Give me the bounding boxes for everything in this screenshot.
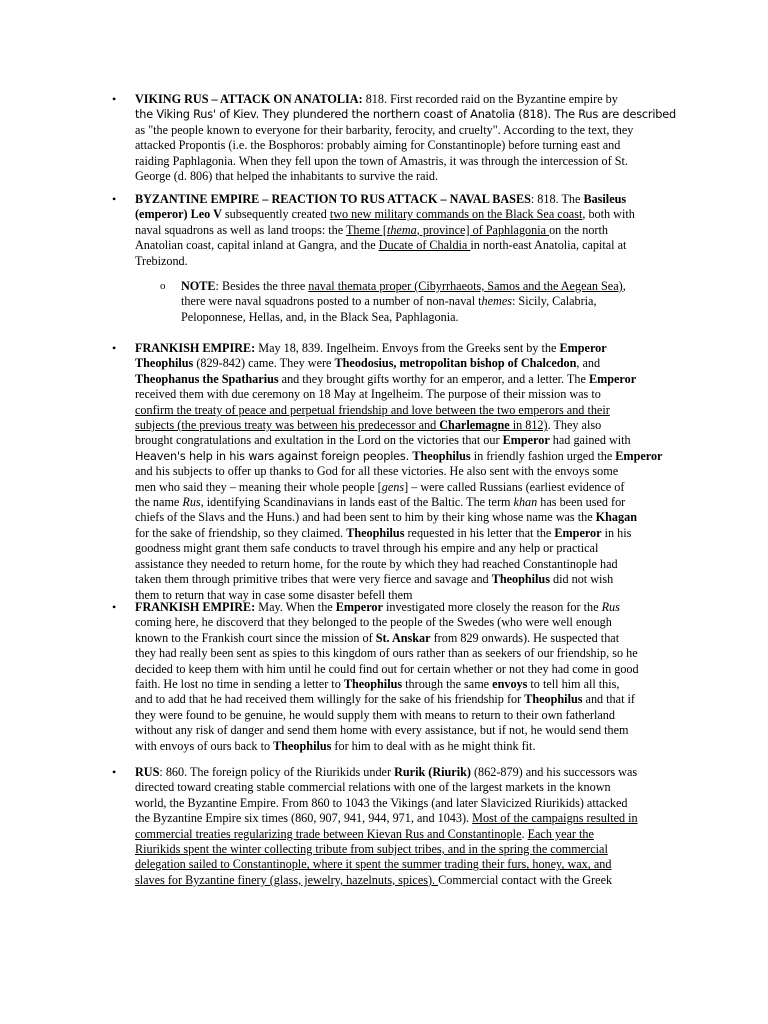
bullet-icon: •	[112, 600, 117, 614]
entry-frankish-envoys: • FRANKISH EMPIRE: May 18, 839. Ingelheim. Envoys from the Greeks sent by the Emperor Theophilus (829-842) came. They were Theodosius, metropolitan bishop of Chalcedon, and Theophanus the Spatharius and they brought gifts worthy for an emperor, and a letter. The Emperor received them with due ceremony on 18 May at Ingelheim. The purpose of their mission was to confirm the treaty of peace and perpetual friendship and love between the two emperors and their subjects (the previous treaty was between his predecessor and Charlemagne in 812). They also brought congratulations and exultation in the Lord on the victories that our Emperor had gained with Heaven's help in his wars against foreign peoples. Theophilus in friendly fashion urged the Emperor and his subjects to offer up thanks to God for all these victories. He also sent with the envoys some men who said they – meaning their whole people [gens] – were called Russians (earliest evidence of the name Rus, identifying Scandinavians in lands east of the Baltic. The term khan has been used for chiefs of the Slavs and the Huns.) and had been sent to him by their king whose name was the Khagan for the sake of friendship, so they claimed. Theophilus requested in his letter that the Emperor in his goodness might grant them safe conducts to travel through his empire and any help or practical assistance they needed to return home, for the route by which they had reached Constantinople had taken them through primitive tribes that were very fierce and savage and Theophilus did not wish them to return that way in case some disaster befell them	[112, 341, 663, 602]
bullet-icon: •	[112, 192, 117, 206]
entry-rus-commercial-relations: • RUS: 860. The foreign policy of the Riurikids under Rurik (Riurik) (862-879) and his successors was directed toward creating stable commercial relations with one of the largest markets in the known world, the Byzantine Empire. From 860 to 1043 the Vikings (and later Slavicized Riurikids) attacked the Byzantine Empire six times (860, 907, 941, 944, 971, and 1043). Most of the campaigns resulted in commercial treaties regularizing trade between Kievan Rus and Constantinople. Each year the Riurikids spent the winter collecting tribute from subject tribes, and in the spring the commercial delegation sailed to Constantinople, where it spent the summer trading their furs, honey, wax, and slaves for Byzantine finery (glass, jewelry, hazelnuts, spices). Commercial contact with the Greek	[112, 765, 638, 887]
entry-frankish-investigation: • FRANKISH EMPIRE: May. When the Emperor investigated more closely the reason for the Rus coming here, he discoverd that they belonged to the people of the Swedes (who were well enough known to the Frankish court since the mission of St. Anskar from 829 onwards). He suspected that they had really been sent as spies to this kingdom of ours rather than as seekers of our friendship, so he decided to keep them with him until he could find out for certain whether or not they had come in good faith. He lost no time in sending a letter to Theophilus through the same envoys to tell him all this, and to add that he had received them willingly for the sake of his friendship for Theophilus and that if they were found to be genuine, he would supply them with means to return to their own fatherland without any risk of danger and send them home with every assistance, but if not, he would send them with envoys of ours back to Theophilus for him to deal with as he might think fit.	[112, 600, 639, 753]
entry-byzantine-naval-bases: • BYZANTINE EMPIRE – REACTION TO RUS ATTACK – NAVAL BASES: 818. The Basileus (emperor) Leo V subsequently created two new military commands on the Black Sea coast, both with naval squadrons as well as land troops: the Theme [thema, province] of Paphlagonia on the north Anatolian coast, capital inland at Gangra, and the Ducate of Chaldia in north-east Anatolia, capital at Trebizond.	[112, 192, 635, 268]
sub-bullet-icon: o	[160, 280, 166, 292]
bullet-icon: •	[112, 341, 117, 355]
bullet-icon: •	[112, 765, 117, 779]
bullet-icon: •	[112, 92, 117, 106]
entry-viking-rus-attack: • VIKING RUS – ATTACK ON ANATOLIA: 818. First recorded raid on the Byzantine empire by the Viking Rus' of Kiev. They plundered the northern coast of Anatolia (818). The Rus are described as "the people known to everyone for their barbarity, ferocity, and cruelty". According to the text, they attacked Propontis (i.e. the Bosphoros: probably aiming for Constantinople) before turning east and raiding Paphlagonia. When they fell upon the town of Amastris, it was through the intercession of St. George (d. 806) that helped the inhabitants to survive the raid.	[112, 92, 676, 184]
note-naval-themata: o NOTE: Besides the three naval themata proper (Cibyrrhaeots, Samos and the Aegean Sea), there were naval squadrons posted to a number of non-naval themes: Sicily, Calabria, Peloponnese, Hellas, and, in the Black Sea, Paphlagonia.	[160, 279, 626, 324]
